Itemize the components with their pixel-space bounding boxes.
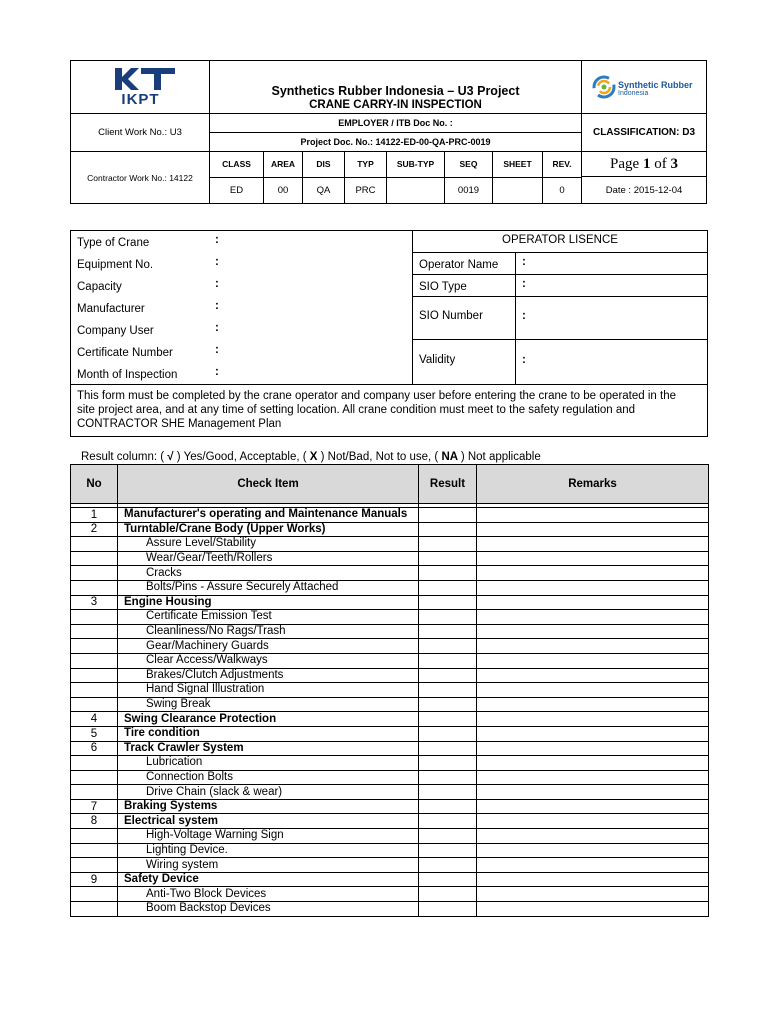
row-number — [71, 843, 118, 858]
table-row — [71, 726, 709, 741]
remarks-cell[interactable] — [477, 624, 709, 639]
remarks-cell[interactable] — [477, 726, 709, 741]
result-cell[interactable] — [419, 580, 477, 595]
field-validity[interactable]: : — [522, 354, 526, 366]
row-number: 1 — [71, 508, 118, 523]
label-sio-type: SIO Type — [419, 281, 467, 293]
remarks-cell[interactable] — [477, 843, 709, 858]
row-number — [71, 653, 118, 668]
table-row — [71, 814, 709, 829]
remarks-cell[interactable] — [477, 902, 709, 917]
x-symbol: X — [306, 451, 321, 463]
grid-header-dis: DIS — [302, 152, 344, 177]
table-row — [71, 595, 709, 610]
label-manufacturer: Manufacturer — [77, 303, 145, 315]
row-number — [71, 537, 118, 552]
operator-licence-heading: OPERATOR LISENCE — [502, 234, 618, 246]
result-cell[interactable] — [419, 785, 477, 800]
contractor-work-no: Contractor Work No.: 14122 — [71, 152, 210, 204]
remarks-cell[interactable] — [477, 741, 709, 756]
result-cell[interactable] — [419, 668, 477, 683]
label-sio-number: SIO Number — [419, 310, 483, 322]
field-manufacturer[interactable]: : — [215, 300, 219, 312]
classification: CLASSIFICATION: D3 — [581, 114, 706, 152]
check-item: Drive Chain (slack & wear) — [118, 785, 419, 800]
table-row — [71, 668, 709, 683]
grid-header-subtyp: SUB-TYP — [386, 152, 444, 177]
label-capacity: Capacity — [77, 281, 122, 293]
row-number: 8 — [71, 814, 118, 829]
table-row — [71, 624, 709, 639]
check-item: Track Crawler System — [118, 741, 419, 756]
project-doc-no: Project Doc. No.: 14122-ED-00-QA-PRC-0019 — [210, 133, 581, 152]
remarks-cell[interactable] — [477, 697, 709, 712]
grid-header-sheet: SHEET — [492, 152, 542, 177]
field-company-user[interactable]: : — [215, 322, 219, 334]
result-legend: Result column: ( √ ) Yes/Good, Acceptable, ( X ) Not/Bad, Not to use, ( NA ) Not applicable — [81, 451, 541, 463]
field-certificate-number[interactable]: : — [215, 344, 219, 356]
table-row — [71, 829, 709, 844]
result-cell[interactable] — [419, 683, 477, 698]
check-item: Lighting Device. — [118, 843, 419, 858]
page-number: Page 1 of 3 — [581, 152, 706, 177]
row-number — [71, 829, 118, 844]
label-certificate-number: Certificate Number — [77, 347, 173, 359]
field-type-of-crane[interactable]: : — [215, 234, 219, 246]
grid-value-typ: PRC — [344, 177, 386, 204]
instruction-note: This form must be completed by the crane operator and company user before entering the crane to be operated in the site project area, and at any time of setting location. All crane condition must meet to the safety regulation and CONTRACTOR SHE Management Plan — [77, 390, 676, 430]
result-cell[interactable] — [419, 799, 477, 814]
label-operator-name: Operator Name — [419, 259, 499, 271]
table-row — [71, 843, 709, 858]
table-row — [71, 712, 709, 727]
remarks-cell[interactable] — [477, 872, 709, 887]
check-item: Hand Signal Illustration — [118, 683, 419, 698]
remarks-cell[interactable] — [477, 814, 709, 829]
check-item: Tire condition — [118, 726, 419, 741]
table-row — [71, 580, 709, 595]
result-cell[interactable] — [419, 858, 477, 873]
table-row — [71, 756, 709, 771]
check-item: Lubrication — [118, 756, 419, 771]
row-number: 6 — [71, 741, 118, 756]
check-item: Brakes/Clutch Adjustments — [118, 668, 419, 683]
header-remarks: Remarks — [477, 465, 709, 504]
row-number — [71, 639, 118, 654]
result-cell[interactable] — [419, 843, 477, 858]
remarks-cell[interactable] — [477, 756, 709, 771]
check-item: Gear/Machinery Guards — [118, 639, 419, 654]
field-operator-name[interactable]: : — [522, 256, 526, 268]
label-company-user: Company User — [77, 325, 154, 337]
remarks-cell[interactable] — [477, 858, 709, 873]
label-month-of-inspection: Month of Inspection — [77, 369, 178, 381]
check-item: Turntable/Crane Body (Upper Works) — [118, 522, 419, 537]
check-item: Engine Housing — [118, 595, 419, 610]
document-header — [70, 60, 707, 204]
client-logo-sub: Indonesia — [618, 90, 649, 97]
check-item: Wiring system — [118, 858, 419, 873]
table-row — [71, 770, 709, 785]
table-row — [71, 741, 709, 756]
grid-header-typ: TYP — [344, 152, 386, 177]
result-cell[interactable] — [419, 814, 477, 829]
check-item: Clear Access/Walkways — [118, 653, 419, 668]
result-cell[interactable] — [419, 770, 477, 785]
row-number: 7 — [71, 799, 118, 814]
header-result: Result — [419, 465, 477, 504]
result-cell[interactable] — [419, 522, 477, 537]
result-cell[interactable] — [419, 610, 477, 625]
result-cell[interactable] — [419, 566, 477, 581]
row-number — [71, 580, 118, 595]
table-row — [71, 858, 709, 873]
grid-header-area: AREA — [263, 152, 302, 177]
remarks-cell[interactable] — [477, 668, 709, 683]
remarks-cell[interactable] — [477, 537, 709, 552]
remarks-cell[interactable] — [477, 508, 709, 523]
check-symbol: √ — [164, 451, 177, 463]
table-row — [71, 639, 709, 654]
result-cell[interactable] — [419, 639, 477, 654]
result-cell[interactable] — [419, 872, 477, 887]
doc-code-grid — [210, 152, 581, 204]
client-work-no: Client Work No.: U3 — [71, 114, 210, 152]
result-cell[interactable] — [419, 537, 477, 552]
remarks-cell[interactable] — [477, 712, 709, 727]
check-item: Electrical system — [118, 814, 419, 829]
result-cell[interactable] — [419, 741, 477, 756]
remarks-cell[interactable] — [477, 580, 709, 595]
table-row — [71, 785, 709, 800]
table-row — [71, 902, 709, 917]
table-row — [71, 653, 709, 668]
check-item: Swing Clearance Protection — [118, 712, 419, 727]
remarks-cell[interactable] — [477, 639, 709, 654]
result-cell[interactable] — [419, 829, 477, 844]
row-number — [71, 697, 118, 712]
grid-value-area: 00 — [263, 177, 302, 204]
client-logo — [581, 61, 706, 114]
result-cell[interactable] — [419, 726, 477, 741]
row-number — [71, 756, 118, 771]
crane-info-form — [70, 230, 708, 437]
remarks-cell[interactable] — [477, 770, 709, 785]
result-cell[interactable] — [419, 697, 477, 712]
remarks-cell[interactable] — [477, 610, 709, 625]
result-cell[interactable] — [419, 887, 477, 902]
table-row — [71, 872, 709, 887]
header-no: No — [71, 465, 118, 504]
header-check-item: Check Item — [118, 465, 419, 504]
result-cell[interactable] — [419, 624, 477, 639]
check-item: Braking Systems — [118, 799, 419, 814]
row-number — [71, 887, 118, 902]
grid-value-sheet — [492, 177, 542, 204]
remarks-cell[interactable] — [477, 653, 709, 668]
table-row — [71, 508, 709, 523]
employer-doc-no: EMPLOYER / ITB Doc No. : — [210, 114, 581, 133]
check-item: Cracks — [118, 566, 419, 581]
table-row — [71, 522, 709, 537]
row-number: 2 — [71, 522, 118, 537]
row-number — [71, 683, 118, 698]
check-item: Bolts/Pins - Assure Securely Attached — [118, 580, 419, 595]
row-number: 5 — [71, 726, 118, 741]
field-capacity[interactable]: : — [215, 278, 219, 290]
result-cell[interactable] — [419, 902, 477, 917]
row-number: 3 — [71, 595, 118, 610]
checklist-table — [70, 464, 709, 917]
grid-value-class: ED — [229, 185, 244, 196]
row-number — [71, 785, 118, 800]
result-cell[interactable] — [419, 653, 477, 668]
result-cell[interactable] — [419, 551, 477, 566]
remarks-cell[interactable] — [477, 887, 709, 902]
check-item: Safety Device — [118, 872, 419, 887]
remarks-cell[interactable] — [477, 551, 709, 566]
result-cell[interactable] — [419, 712, 477, 727]
row-number — [71, 858, 118, 873]
check-item: Anti-Two Block Devices — [118, 887, 419, 902]
na-symbol: NA — [438, 451, 461, 463]
field-month-of-inspection[interactable]: : — [215, 366, 219, 378]
grid-header-seq: SEQ — [444, 152, 492, 177]
check-item: Boom Backstop Devices — [118, 902, 419, 917]
ikpt-logo-text: IKPT — [121, 91, 160, 108]
label-equipment-no: Equipment No. — [77, 259, 154, 271]
result-cell[interactable] — [419, 595, 477, 610]
row-number: 4 — [71, 712, 118, 727]
remarks-cell[interactable] — [477, 522, 709, 537]
check-item: Certificate Emission Test — [118, 610, 419, 625]
grid-header-rev: REV. — [542, 152, 581, 177]
row-number: 9 — [71, 872, 118, 887]
row-number — [71, 624, 118, 639]
table-row — [71, 551, 709, 566]
field-sio-number[interactable]: : — [522, 310, 526, 322]
row-number — [71, 566, 118, 581]
table-row — [71, 566, 709, 581]
grid-header-class: CLASS — [222, 159, 251, 169]
remarks-cell[interactable] — [477, 799, 709, 814]
project-title: Synthetics Rubber Indonesia – U3 Project — [271, 84, 520, 98]
kt-logo-icon — [115, 68, 175, 90]
table-row — [71, 537, 709, 552]
table-row — [71, 683, 709, 698]
check-item: High-Voltage Warning Sign — [118, 829, 419, 844]
contractor-logo — [71, 61, 210, 114]
check-item: Swing Break — [118, 697, 419, 712]
result-cell[interactable] — [419, 756, 477, 771]
grid-value-seq: 0019 — [444, 177, 492, 204]
field-equipment-no[interactable]: : — [215, 256, 219, 268]
title-block — [210, 61, 581, 114]
check-item: Cleanliness/No Rags/Trash — [118, 624, 419, 639]
remarks-cell[interactable] — [477, 683, 709, 698]
check-item: Manufacturer's operating and Maintenance Manuals — [118, 508, 419, 523]
check-item: Wear/Gear/Teeth/Rollers — [118, 551, 419, 566]
row-number — [71, 668, 118, 683]
table-row — [71, 799, 709, 814]
row-number — [71, 551, 118, 566]
row-number — [71, 610, 118, 625]
remarks-cell[interactable] — [477, 595, 709, 610]
remarks-cell[interactable] — [477, 566, 709, 581]
row-number — [71, 770, 118, 785]
label-validity: Validity — [419, 354, 456, 366]
client-logo-name: Synthetic Rubber — [618, 80, 693, 90]
field-sio-type[interactable]: : — [522, 278, 526, 290]
row-number — [71, 902, 118, 917]
result-cell[interactable] — [419, 508, 477, 523]
grid-value-rev: 0 — [542, 177, 581, 204]
remarks-cell[interactable] — [477, 785, 709, 800]
label-type-of-crane: Type of Crane — [77, 237, 150, 249]
grid-value-subtyp — [386, 177, 444, 204]
document-date: Date : 2015-12-04 — [581, 177, 706, 204]
table-row — [71, 610, 709, 625]
form-title: CRANE CARRY-IN INSPECTION — [309, 99, 482, 111]
check-item: Connection Bolts — [118, 770, 419, 785]
table-row — [71, 887, 709, 902]
synthetic-rubber-logo-icon — [592, 75, 616, 99]
check-item: Assure Level/Stability — [118, 537, 419, 552]
table-row — [71, 697, 709, 712]
remarks-cell[interactable] — [477, 829, 709, 844]
grid-value-dis: QA — [302, 177, 344, 204]
